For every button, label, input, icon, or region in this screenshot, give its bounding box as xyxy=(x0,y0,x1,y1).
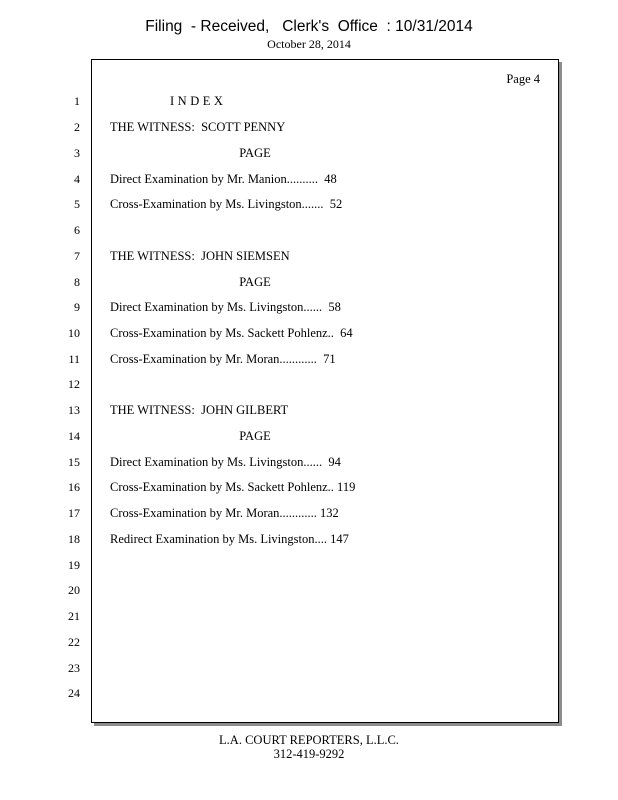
line-number: 24 xyxy=(68,686,80,700)
examination-entry: Direct Examination by Mr. Manion.......... 48 xyxy=(110,172,337,186)
reporter-company: L.A. COURT REPORTERS, L.L.C. xyxy=(219,733,399,747)
examination-entry: Cross-Examination by Ms. Sackett Pohlenz.. 119 xyxy=(110,480,356,494)
page-number: Page 4 xyxy=(506,72,540,86)
examination-entry: Direct Examination by Ms. Livingston...... 58 xyxy=(110,300,341,314)
page-column-label: PAGE xyxy=(239,146,271,160)
line-number: 3 xyxy=(74,146,80,160)
line-number: 10 xyxy=(68,326,80,340)
examination-entry: Redirect Examination by Ms. Livingston.... 147 xyxy=(110,532,349,546)
line-number: 21 xyxy=(68,609,80,623)
witness-heading: THE WITNESS: SCOTT PENNY xyxy=(110,120,286,134)
line-number: 11 xyxy=(68,352,80,366)
line-number: 13 xyxy=(68,403,80,417)
line-number: 16 xyxy=(68,480,80,494)
examination-entry: Cross-Examination by Mr. Moran............ 132 xyxy=(110,506,339,520)
examination-entry: Direct Examination by Ms. Livingston...... 94 xyxy=(110,455,341,469)
line-number: 17 xyxy=(68,506,80,520)
line-number: 19 xyxy=(68,558,80,572)
line-number: 4 xyxy=(74,172,80,186)
line-number: 20 xyxy=(68,583,80,597)
page-column-label: PAGE xyxy=(239,275,271,289)
line-number: 23 xyxy=(68,661,80,675)
index-title: INDEX xyxy=(170,94,227,108)
line-number: 22 xyxy=(68,635,80,649)
transcript-date: October 28, 2014 xyxy=(267,37,351,51)
examination-entry: Cross-Examination by Ms. Livingston....... 52 xyxy=(110,197,343,211)
reporter-phone: 312-419-9292 xyxy=(273,747,345,761)
line-number: 15 xyxy=(68,455,80,469)
line-number: 5 xyxy=(74,197,80,211)
examination-entry: Cross-Examination by Mr. Moran............ 71 xyxy=(110,352,336,366)
line-number: 9 xyxy=(74,300,80,314)
line-number: 18 xyxy=(68,532,80,546)
page-column-label: PAGE xyxy=(239,429,271,443)
witness-heading: THE WITNESS: JOHN GILBERT xyxy=(110,403,289,417)
line-number: 6 xyxy=(74,223,80,237)
line-number: 8 xyxy=(74,275,80,289)
line-number: 12 xyxy=(68,377,80,391)
witness-heading: THE WITNESS: JOHN SIEMSEN xyxy=(110,249,290,263)
filing-stamp: Filing - Received, Clerk's Office : 10/31/2014 xyxy=(145,18,473,35)
line-number: 14 xyxy=(68,429,80,443)
line-number: 7 xyxy=(74,249,80,263)
line-number: 2 xyxy=(74,120,80,134)
line-number: 1 xyxy=(74,94,80,108)
examination-entry: Cross-Examination by Ms. Sackett Pohlenz.. 64 xyxy=(110,326,353,340)
